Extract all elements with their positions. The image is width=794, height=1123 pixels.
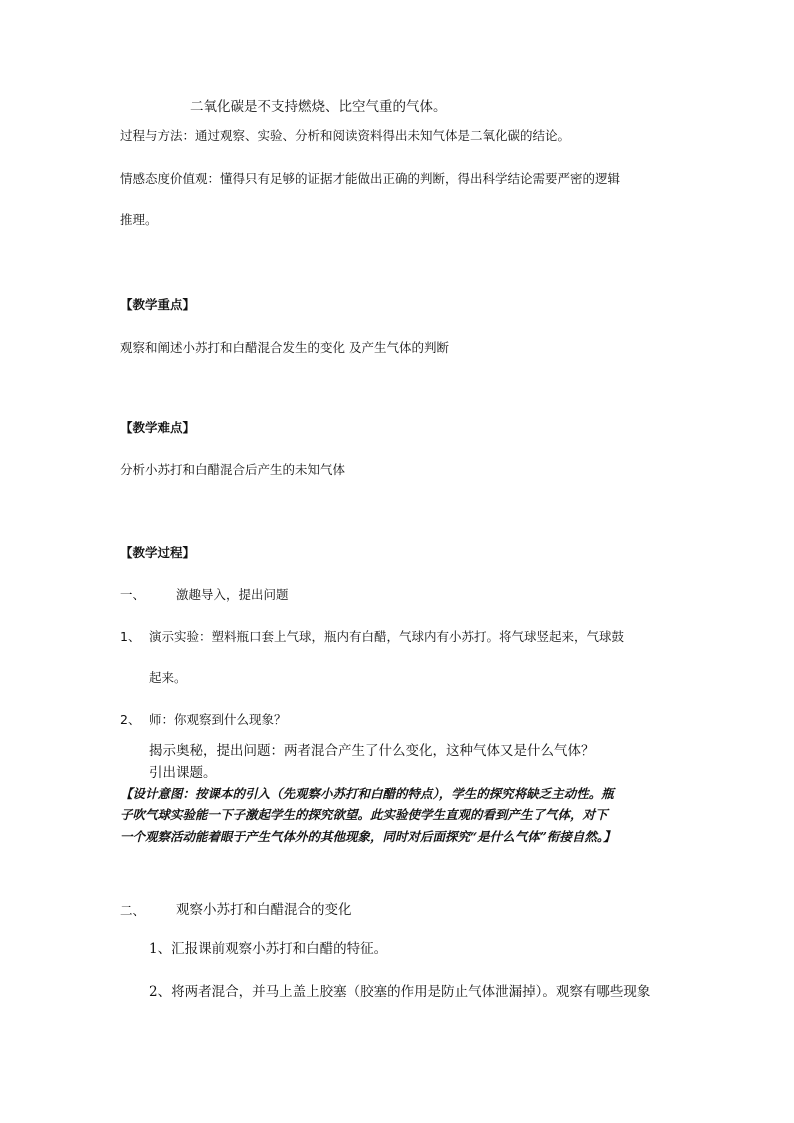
design-intent-line-2: 子吹气球实验能一下子激起学生的探究欲望。此实验使学生直观的看到产生了气体，对下 — [120, 807, 608, 822]
design-intent-line-3: 一个观察活动能着眼于产生气体外的其他现象，同时对后面探究“是什么气体”衔接自然。】 — [120, 829, 616, 844]
step-2-text: 师：你观察到什么现象？ — [149, 712, 287, 727]
section-2-item-1: 1、汇报课前观察小苏打和白醋的特征。 — [149, 941, 388, 957]
teaching-process-heading: 【教学过程】 — [120, 545, 196, 560]
section-2-title: 观察小苏打和白醋混合的变化 — [176, 902, 352, 918]
key-points-heading: 【教学重点】 — [120, 297, 196, 312]
difficulties-text: 分析小苏打和白醋混合后产生的未知气体 — [120, 462, 346, 477]
step-2-number: 2、 — [120, 712, 141, 727]
knowledge-objective-tail: 二氧化碳是不支持燃烧、比空气重的气体。 — [190, 99, 447, 115]
emotion-objective-line-1: 情感态度价值观：懂得只有足够的证据才能做出正确的判断，得出科学结论需要严密的逻辑 — [120, 171, 621, 186]
step-1-line-1: 演示实验：塑料瓶口套上气球，瓶内有白醋，气球内有小苏打。将气球竖起来，气球鼓 — [149, 629, 625, 644]
section-2-number: 二、 — [120, 903, 146, 918]
key-points-text: 观察和阐述小苏打和白醋混合发生的变化 及产生气体的判断 — [120, 340, 449, 355]
lead-topic-text: 引出课题。 — [149, 765, 217, 781]
section-1-number: 一、 — [120, 587, 146, 602]
step-1-line-2: 起来。 — [149, 670, 187, 685]
emotion-objective-line-2: 推理。 — [120, 212, 158, 227]
reveal-question-text: 揭示奥秘，提出问题：两者混合产生了什么变化，这种气体又是什么气体？ — [149, 743, 595, 759]
process-method-objective: 过程与方法：通过观察、实验、分析和阅读资料得出未知气体是二氧化碳的结论。 — [120, 128, 571, 143]
step-1-number: 1、 — [120, 629, 141, 644]
design-intent-line-1: 【设计意图：按课本的引入（先观察小苏打和白醋的特点），学生的探究将缺乏主动性。瓶 — [120, 786, 614, 801]
difficulties-heading: 【教学难点】 — [120, 420, 196, 435]
section-2-item-2: 2、将两者混合，并马上盖上胶塞（胶塞的作用是防止气体泄漏掉）。观察有哪些现象 — [149, 984, 651, 1000]
section-1-title: 激趣导入，提出问题 — [176, 587, 289, 602]
